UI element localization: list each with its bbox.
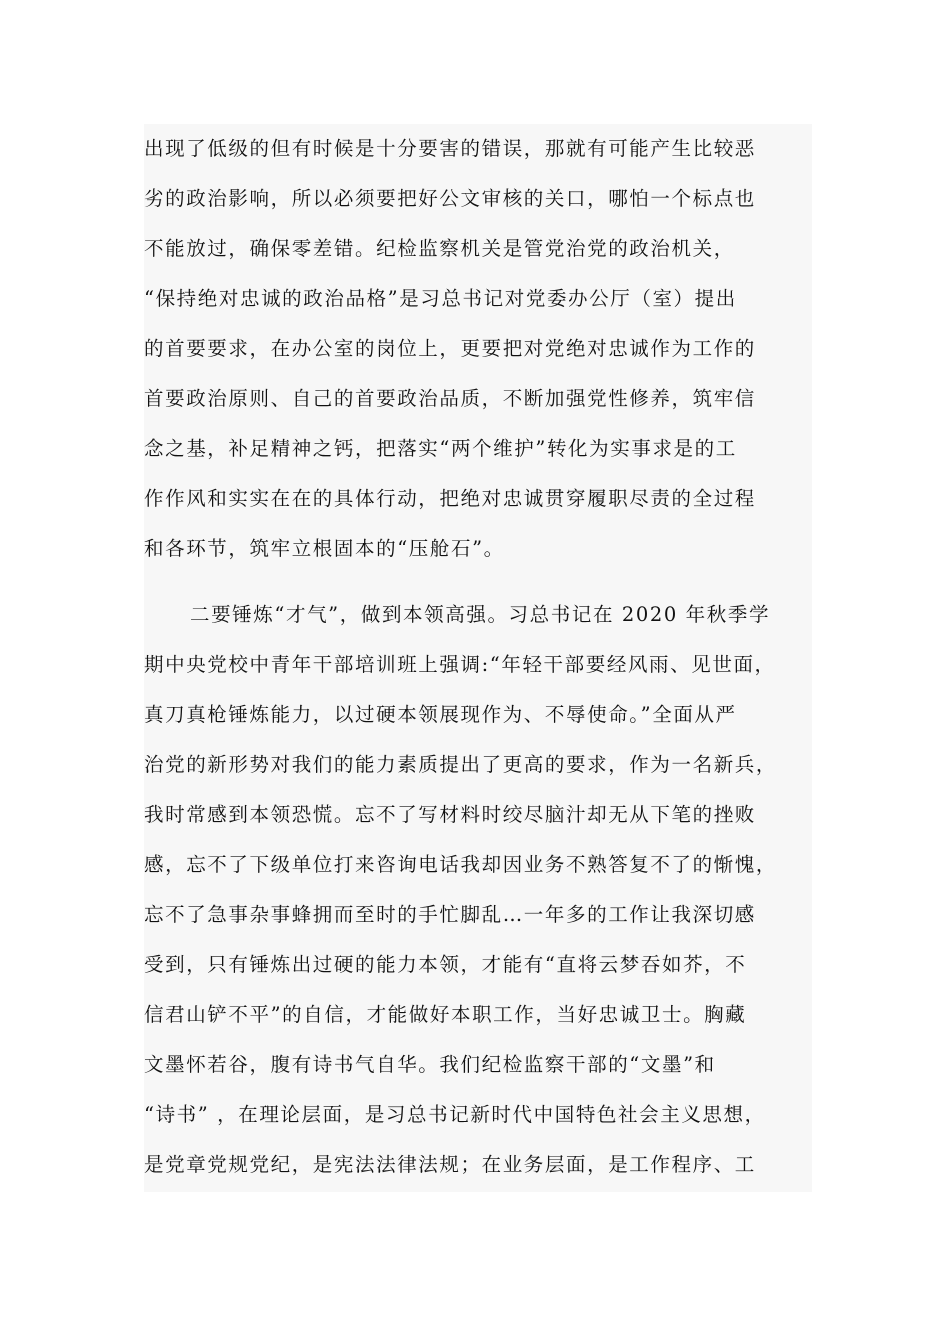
text-line: “诗书” ，在理论层面，是习总书记新时代中国特色社会主义思想，	[144, 1103, 766, 1126]
paragraph-spacer	[144, 574, 812, 590]
text-line: 作作风和实实在在的具体行动，把绝对忠诚贯穿履职尽责的全过程	[144, 487, 756, 510]
text-line: 治党的新形势对我们的能力素质提出了更高的要求，作为一名新兵，	[144, 753, 778, 776]
text-line: 文墨怀若谷，腹有诗书气自华。我们纪检监察干部的“文墨”和	[144, 1053, 716, 1076]
text-line: 我时常感到本领恐慌。忘不了写材料时绞尽脑汁却无从下笔的挫败	[144, 803, 756, 826]
text-line: 是党章党规党纪，是宪法法律法规；在业务层面，是工作程序、工	[144, 1153, 756, 1176]
text-line: 真刀真枪锤炼能力，以过硬本领展现作为、不辱使命。”全面从严	[144, 703, 737, 726]
text-line: 念之基，补足精神之钙，把落实“两个维护”转化为实事求是的工	[144, 437, 737, 460]
text-line: 出现了低级的但有时候是十分要害的错误，那就有可能产生比较恶	[144, 137, 756, 160]
paragraph-1	[144, 124, 812, 574]
text-line: 不能放过，确保零差错。纪检监察机关是管党治党的政治机关，	[144, 237, 735, 260]
text-line: “保持绝对忠诚的政治品格”是习总书记对党委办公厅（室）提出	[144, 287, 737, 310]
text-line: 感，忘不了下级单位打来咨询电话我却因业务不熟答复不了的惭愧，	[144, 853, 778, 876]
text-line: 受到，只有锤炼出过硬的能力本领，才能有“直将云梦吞如芥，不	[144, 953, 747, 976]
text-line: 信君山铲不平”的自信，才能做好本职工作，当好忠诚卫士。胸藏	[144, 1003, 747, 1026]
text-line: 忘不了急事杂事蜂拥而至时的手忙脚乱…一年多的工作让我深切感	[144, 903, 756, 926]
text-line: 和各环节，筑牢立根固本的“压舱石”。	[144, 537, 505, 560]
paragraph-2	[144, 590, 812, 1190]
text-line: 期中央党校中青年干部培训班上强调:“年轻干部要经风雨、见世面，	[144, 653, 776, 676]
document-body	[144, 124, 812, 1192]
text-line: 二要锤炼“才气”，做到本领高强。习总书记在 2020 年秋季学	[190, 603, 771, 626]
text-line: 的首要要求，在办公室的岗位上，更要把对党绝对忠诚作为工作的	[144, 337, 756, 360]
text-line: 首要政治原则、自己的首要政治品质，不断加强党性修养，筑牢信	[144, 387, 756, 410]
text-line: 劣的政治影响，所以必须要把好公文审核的关口，哪怕一个标点也	[144, 187, 756, 210]
